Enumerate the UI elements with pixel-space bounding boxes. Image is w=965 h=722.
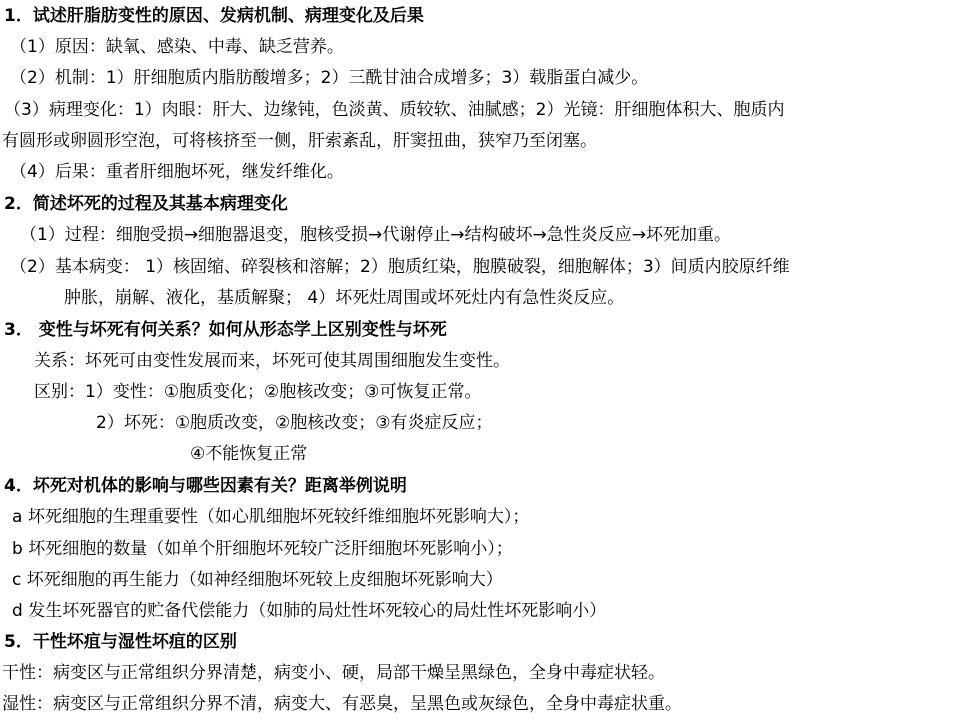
section-1-line-5: （4）后果：重者肝细胞坏死，继发纤维化。 [10, 162, 344, 182]
section-1-line-1: （1）原因：缺氧、感染、中毒、缺乏营养。 [10, 37, 344, 57]
section-4-line-4: d 发生坏死器官的贮备代偿能力（如肺的局灶性坏死较心的局灶性坏死影响小） [12, 601, 607, 621]
section-4-line-1: a 坏死细胞的生理重要性（如心肌细胞坏死较纤维细胞坏死影响大）； [12, 507, 530, 527]
section-2-heading: 2．简述坏死的过程及其基本病理变化 [4, 194, 288, 214]
section-1-line-4: 有圆形或卵圆形空泡，可将核挤至一侧，肝索紊乱，肝窦扭曲，狭窄乃至闭塞。 [2, 131, 597, 151]
section-3-line-4: ④不能恢复正常 [190, 444, 308, 464]
section-5-heading: 5．干性坏疽与湿性坏疽的区别 [4, 632, 237, 652]
section-2-line-3: 肿胀，崩解、液化，基质解聚； 4）坏死灶周围或坏死灶内有急性炎反应。 [64, 288, 625, 308]
section-1-line-2: （2）机制：1）肝细胞质内脂肪酸增多；2）三酰甘油合成增多；3）载脂蛋白减少。 [10, 68, 649, 88]
section-1-heading: 1．试述肝脂肪变性的原因、发病机制、病理变化及后果 [4, 6, 424, 26]
section-3-line-2: 区别：1）变性：①胞质变化；②胞核改变；③可恢复正常。 [34, 382, 482, 402]
section-5-line-1: 干性：病变区与正常组织分界清楚，病变小、硬，局部干燥呈黑绿色，全身中毒症状轻。 [2, 663, 665, 683]
section-1-line-3: （3）病理变化：1）肉眼：肝大、边缘钝，色淡黄、质较软、油腻感；2）光镜：肝细胞体积大、胞质内 [4, 100, 785, 120]
section-3-line-1: 关系：坏死可由变性发展而来，坏死可使其周围细胞发生变性。 [34, 351, 510, 371]
section-2-line-2: （2）基本病变： 1）核固缩、碎裂核和溶解；2）胞质红染，胞膜破裂，细胞解体；3）间质内胶原纤维 [10, 257, 790, 277]
section-4-line-3: c 坏死细胞的再生能力（如神经细胞坏死较上皮细胞坏死影响大） [12, 570, 503, 590]
section-2-line-1: （1）过程：细胞受损→细胞器退变，胞核受损→代谢停止→结构破坏→急性炎反应→坏死加重。 [20, 225, 732, 245]
section-3-line-3: 2）坏死：①胞质改变，②胞核改变；③有炎症反应； [96, 413, 493, 433]
section-4-heading: 4．坏死对机体的影响与哪些因素有关？距离举例说明 [4, 476, 407, 496]
section-3-heading: 3． 变性与坏死有何关系？如何从形态学上区别变性与坏死 [4, 320, 447, 340]
section-4-line-2: b 坏死细胞的数量（如单个肝细胞坏死较广泛肝细胞坏死影响小）； [12, 539, 513, 559]
section-5-line-2: 湿性：病变区与正常组织分界不清，病变大、有恶臭，呈黑色或灰绿色，全身中毒症状重。 [2, 694, 682, 714]
